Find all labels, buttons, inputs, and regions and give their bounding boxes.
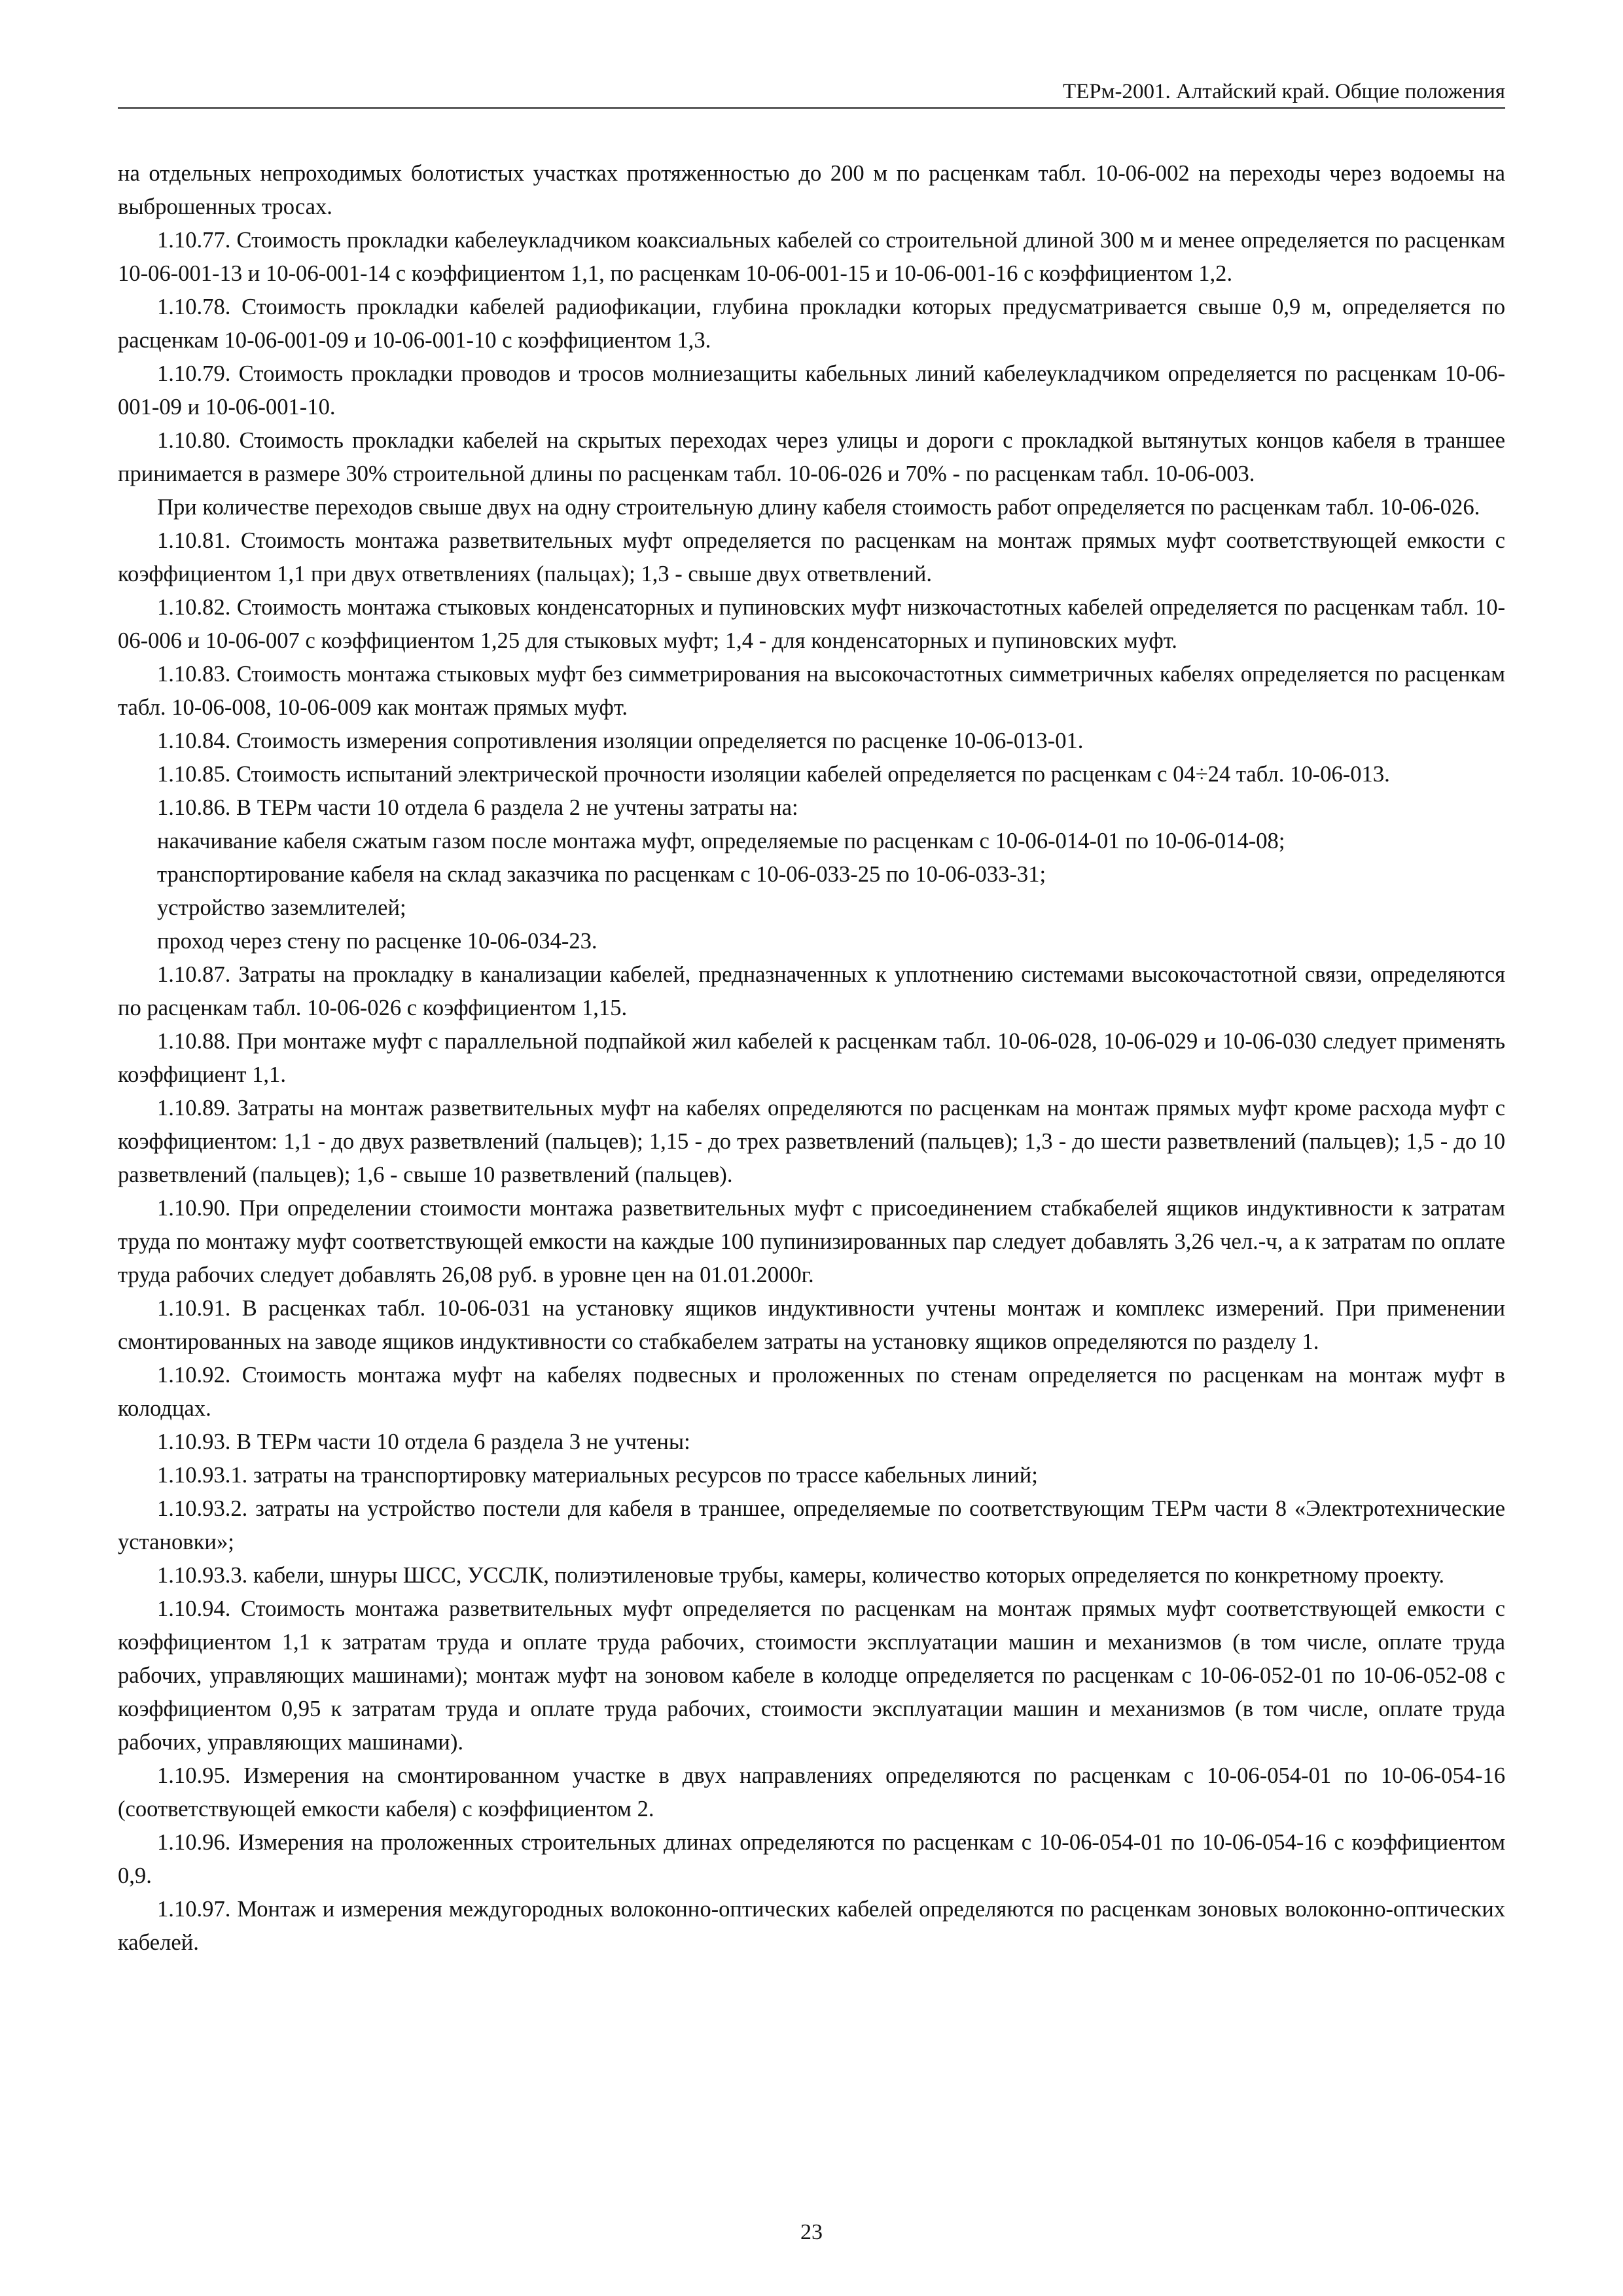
paragraph: 1.10.97. Монтаж и измерения междугородных волоконно-оптических кабелей определяются по расценкам зоновых волоконно-оптических кабелей. xyxy=(118,1897,1505,1955)
paragraph: 1.10.93.1. затраты на транспортировку материальных ресурсов по трассе кабельных линий; xyxy=(157,1463,1038,1488)
paragraph: транспортирование кабеля на склад заказчика по расценкам с 10-06-033-25 по 10-06-033-31; xyxy=(157,862,1046,887)
paragraph: 1.10.88. При монтаже муфт с параллельной подпайкой жил кабелей к расценкам табл. 10-06-028, 10-06-029 и 10-06-030 следует применять коэффициент 1,1. xyxy=(118,1029,1505,1087)
paragraph: 1.10.82. Стоимость монтажа стыковых конденсаторных и пупиновских муфт низкочастотных кабелей определяется по расценкам табл. 10-06-006 и 10-06-007 с коэффициентом 1,25 для стыковых муфт; 1,4 - для конденсаторных и пупиновских муфт. xyxy=(118,595,1505,653)
page-number: 23 xyxy=(800,2220,823,2244)
paragraph: 1.10.93. В ТЕРм части 10 отдела 6 раздела 3 не учтены: xyxy=(157,1429,690,1454)
paragraph: накачивание кабеля сжатым газом после монтажа муфт, определяемые по расценкам с 10-06-014-01 по 10-06-014-08; xyxy=(157,829,1285,853)
paragraph: 1.10.86. В ТЕРм части 10 отдела 6 раздела 2 не учтены затраты на: xyxy=(157,795,798,820)
paragraph: 1.10.89. Затраты на монтаж разветвительных муфт на кабелях определяются по расценкам на монтаж прямых муфт кроме расхода муфт с коэффициентом: 1,1 - до двух разветвлений (пальцев); 1,15 - до трех разветвлений (пальцев); 1,3 - до шести разветвлений (пальцев); 1,5 - до 10 разветвлений (пальцев); 1,6 - свыше 10 разветвлений (пальцев). xyxy=(118,1096,1505,1187)
paragraph: 1.10.96. Измерения на проложенных строительных длинах определяются по расценкам с 10-06-054-01 по 10-06-054-16 с коэффициентом 0,9. xyxy=(118,1830,1505,1888)
paragraph: 1.10.87. Затраты на прокладку в канализации кабелей, предназначенных к уплотнению системами высокочастотной связи, определяются по расценкам табл. 10-06-026 с коэффициентом 1,15. xyxy=(118,962,1505,1020)
paragraph: 1.10.91. В расценках табл. 10-06-031 на установку ящиков индуктивности учтены монтаж и комплекс измерений. При применении смонтированных на заводе ящиков индуктивности со стабкабелем затраты на установку ящиков определяются по разделу 1. xyxy=(118,1296,1505,1354)
paragraph: на отдельных непроходимых болотистых участках протяженностью до 200 м по расценкам табл. 10-06-002 на переходы через водоемы на выброшенных тросах. xyxy=(118,161,1505,219)
paragraph: 1.10.94. Стоимость монтажа разветвительных муфт определяется по расценкам на монтаж прямых муфт соответствующей емкости с коэффициентом 1,1 к затратам труда и оплате труда рабочих, стоимости эксплуатации машин и механизмов (в том числе, оплате труда рабочих, управляющих машинами); монтаж муфт на зоновом кабеле в колодце определяется по расценкам с 10-06-052-01 по 10-06-052-08 с коэффициентом 0,95 к затратам труда и оплате труда рабочих, стоимости эксплуатации машин и механизмов (в том числе, оплате труда рабочих, управляющих машинами). xyxy=(118,1596,1505,1755)
paragraph: 1.10.77. Стоимость прокладки кабелеукладчиком коаксиальных кабелей со строительной длиной 300 м и менее определяется по расценкам 10-06-001-13 и 10-06-001-14 с коэффициентом 1,1, по расценкам 10-06-001-15 и 10-06-001-16 с коэффициентом 1,2. xyxy=(118,228,1505,286)
paragraph: 1.10.90. При определении стоимости монтажа разветвительных муфт с присоединением стабкабелей ящиков индуктивности к затратам труда по монтажу муфт соответствующей емкости на каждые 100 пупинизированных пар следует добавлять 3,26 чел.-ч, а к затратам по оплате труда рабочих следует добавлять 26,08 руб. в уровне цен на 01.01.2000г. xyxy=(118,1196,1505,1287)
paragraph: 1.10.85. Стоимость испытаний электрической прочности изоляции кабелей определяется по расценкам с 04÷24 табл. 10-06-013. xyxy=(157,762,1390,787)
body-text xyxy=(118,157,1505,1960)
paragraph: 1.10.95. Измерения на смонтированном участке в двух направлениях определяются по расценкам с 10-06-054-01 по 10-06-054-16 (соответствующей емкости кабеля) с коэффициентом 2. xyxy=(118,1763,1505,1821)
paragraph: 1.10.79. Стоимость прокладки проводов и тросов молниезащиты кабельных линий кабелеукладчиком определяется по расценкам 10-06-001-09 и 10-06-001-10. xyxy=(118,361,1505,420)
paragraph: проход через стену по расценке 10-06-034-23. xyxy=(157,929,597,954)
paragraph: 1.10.81. Стоимость монтажа разветвительных муфт определяется по расценкам на монтаж прямых муфт соответствующей емкости с коэффициентом 1,1 при двух ответвлениях (пальцах); 1,3 - свыше двух ответвлений. xyxy=(118,528,1505,586)
running-header xyxy=(118,72,1505,109)
paragraph: 1.10.83. Стоимость монтажа стыковых муфт без симметрирования на высокочастотных симметричных кабелях определяется по расценкам табл. 10-06-008, 10-06-009 как монтаж прямых муфт. xyxy=(118,662,1505,720)
paragraph: 1.10.84. Стоимость измерения сопротивления изоляции определяется по расценке 10-06-013-01. xyxy=(157,728,1084,753)
paragraph: 1.10.93.2. затраты на устройство постели для кабеля в траншее, определяемые по соответствующим ТЕРм части 8 «Электротехнические установки»; xyxy=(118,1496,1505,1554)
paragraph: 1.10.93.3. кабели, шнуры ШСС, УССЛК, полиэтиленовые трубы, камеры, количество которых определяется по конкретному проекту. xyxy=(157,1563,1444,1588)
paragraph: При количестве переходов свыше двух на одну строительную длину кабеля стоимость работ определяется по расценкам табл. 10-06-026. xyxy=(157,495,1480,520)
paragraph: 1.10.92. Стоимость монтажа муфт на кабелях подвесных и проложенных по стенам определяется по расценкам на монтаж муфт в колодцах. xyxy=(118,1363,1505,1421)
paragraph: устройство заземлителей; xyxy=(157,895,406,920)
header-title: ТЕРм-2001. Алтайский край. Общие положения xyxy=(1062,80,1505,103)
paragraph: 1.10.80. Стоимость прокладки кабелей на скрытых переходах через улицы и дороги с прокладкой вытянутых концов кабеля в траншее принимается в размере 30% строительной длины по расценкам табл. 10-06-026 и 70% - по расценкам табл. 10-06-003. xyxy=(118,428,1505,486)
paragraph: 1.10.78. Стоимость прокладки кабелей радиофикации, глубина прокладки которых предусматривается свыше 0,9 м, определяется по расценкам 10-06-001-09 и 10-06-001-10 с коэффициентом 1,3. xyxy=(118,295,1505,353)
